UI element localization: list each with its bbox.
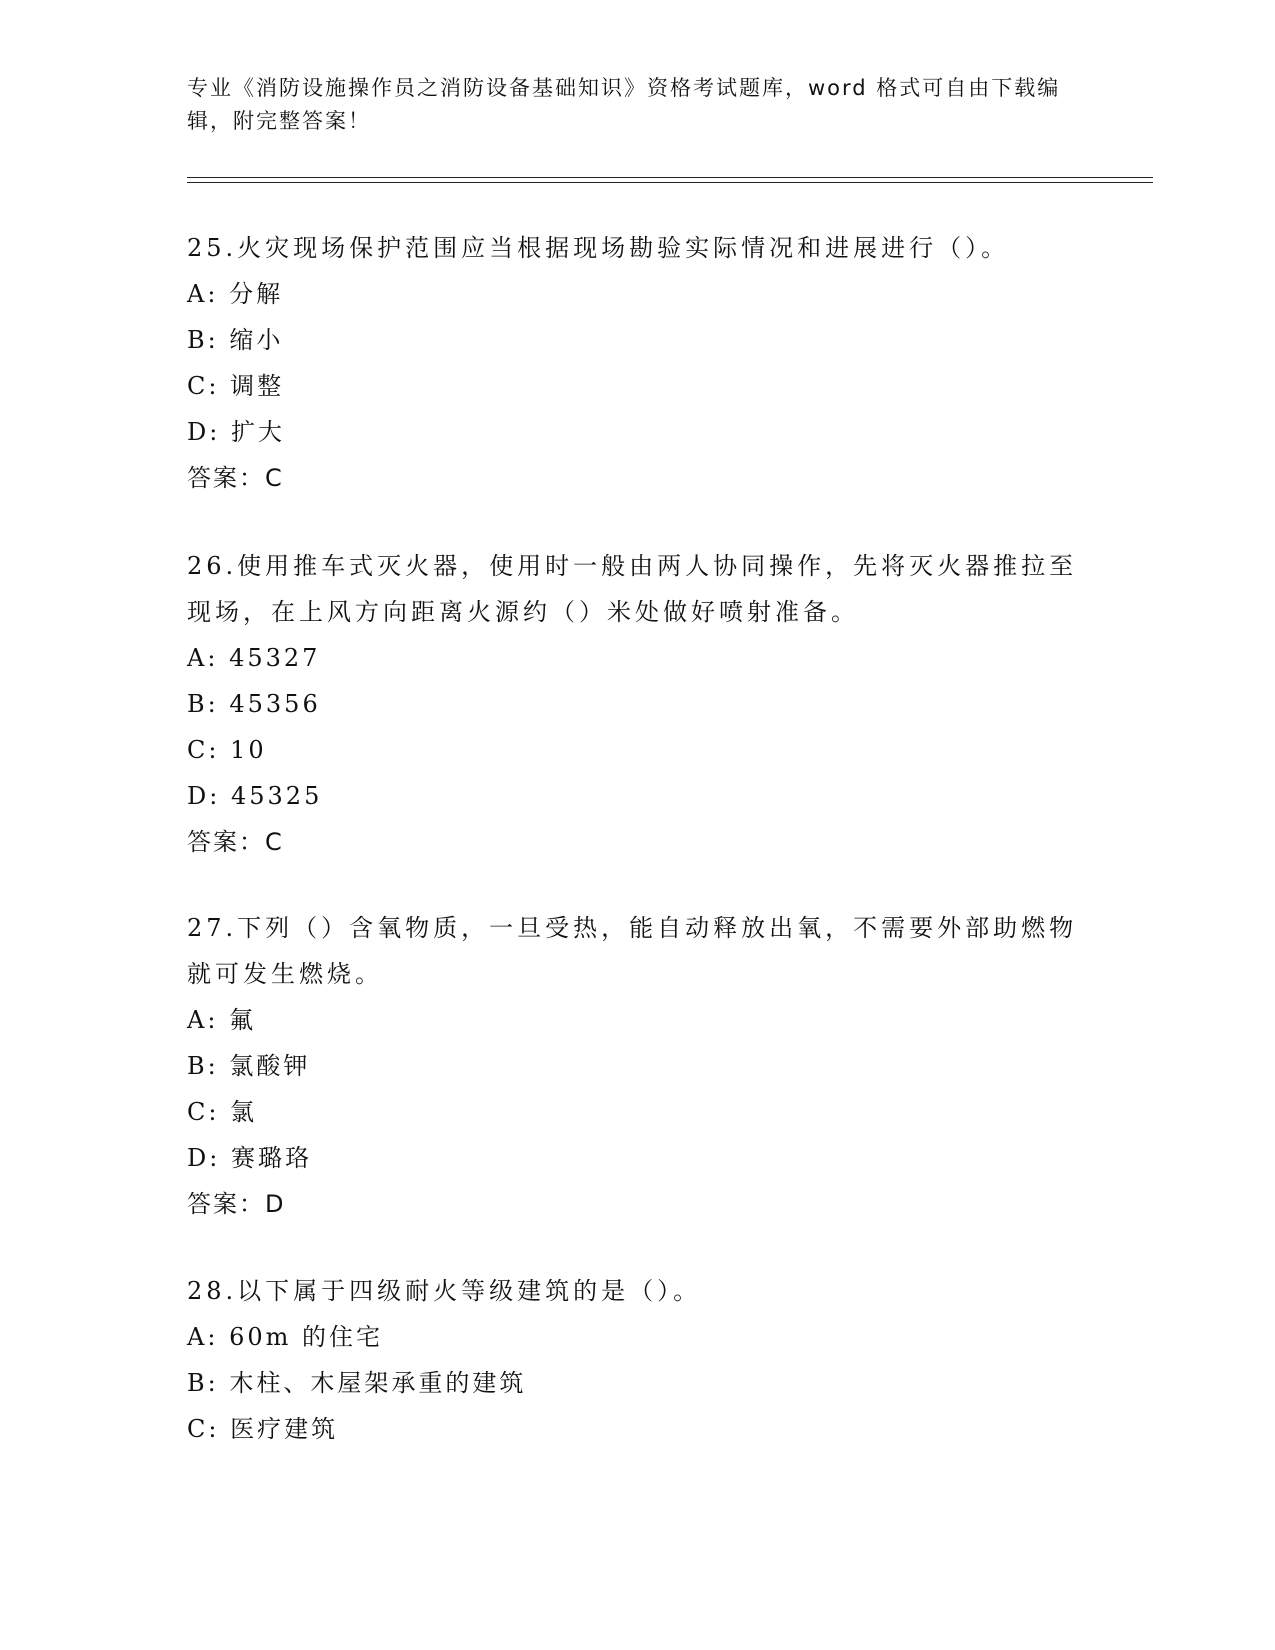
option-a: A: 45327 (187, 644, 321, 672)
option-b: B: 氯酸钾 (187, 1052, 311, 1080)
option-text: 赛璐珞 (230, 1144, 312, 1172)
option-c: C: 10 (187, 736, 267, 764)
option-b: B: 缩小 (187, 326, 284, 354)
question-27 (187, 905, 1087, 1227)
option-c: C: 调整 (187, 372, 285, 400)
option-text: 木柱、木屋架承重的建筑 (229, 1369, 527, 1397)
question-26 (187, 543, 1087, 865)
option-c: C: 氯 (187, 1098, 258, 1126)
option-c: C: 医疗建筑 (187, 1415, 339, 1443)
option-text: 调整 (230, 372, 285, 400)
header-rule-bottom (187, 182, 1153, 183)
option-d: D: 45325 (187, 782, 323, 810)
answer-value: C (265, 828, 284, 856)
option-d: D: 扩大 (187, 418, 285, 446)
answer-value: D (265, 1190, 286, 1218)
answer-value: C (265, 464, 284, 492)
option-text: 氟 (229, 1006, 257, 1034)
question-25 (187, 225, 1087, 501)
option-text: 扩大 (230, 418, 285, 446)
answer-line: 答案：D (187, 1190, 286, 1218)
option-text: 医疗建筑 (230, 1415, 339, 1443)
option-b: B: 45356 (187, 690, 321, 718)
option-text: 45325 (230, 782, 323, 810)
answer-line: 答案：C (187, 464, 284, 492)
option-b: B: 木柱、木屋架承重的建筑 (187, 1369, 527, 1397)
question-stem: 25.火灾现场保护范围应当根据现场勘验实际情况和进展进行（）。 (187, 234, 1010, 262)
option-text: 氯酸钾 (229, 1052, 311, 1080)
option-text: 45356 (229, 690, 321, 718)
question-28 (187, 1268, 1087, 1452)
question-stem: 27.下列（）含氧物质，一旦受热，能自动释放出氧，不需要外部助燃物就可发生燃烧。 (187, 914, 1078, 988)
option-text: 60m 的住宅 (229, 1323, 384, 1351)
option-text: 缩小 (229, 326, 284, 354)
option-text: 分解 (229, 280, 284, 308)
option-a: A: 60m 的住宅 (187, 1323, 384, 1351)
question-stem: 28.以下属于四级耐火等级建筑的是（）。 (187, 1277, 702, 1305)
option-text: 10 (230, 736, 267, 764)
option-d: D: 赛璐珞 (187, 1144, 312, 1172)
option-text: 氯 (230, 1098, 258, 1126)
option-text: 45327 (229, 644, 321, 672)
answer-line: 答案：C (187, 828, 284, 856)
option-a: A: 氟 (187, 1006, 257, 1034)
question-stem: 26.使用推车式灭火器，使用时一般由两人协同操作，先将灭火器推拉至现场，在上风方向距离火源约（）米处做好喷射准备。 (187, 552, 1078, 626)
option-a: A: 分解 (187, 280, 284, 308)
header-rule-top (187, 177, 1153, 178)
document-header: 专业《消防设施操作员之消防设备基础知识》资格考试题库，word 格式可自由下载编辑，附完整答案！ (187, 76, 1061, 133)
